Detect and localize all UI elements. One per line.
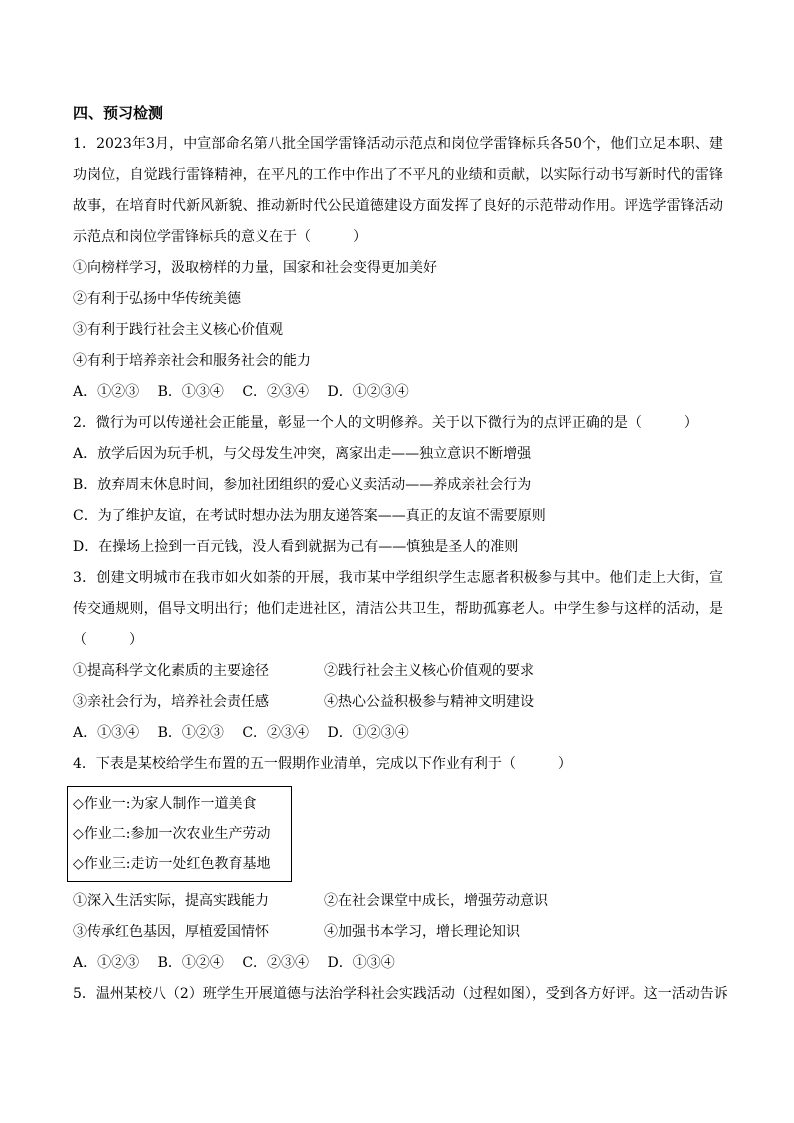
statement-item: ②践行社会主义核心价值观的要求 [324, 663, 534, 679]
question-stem: 4．下表是某校给学生布置的五一假期作业清单，完成以下作业有利于（ ） [73, 756, 572, 772]
option-c: C．②③④ [242, 384, 310, 400]
question-stem: 5．温州某校八（2）班学生开展道德与法治学科社会实践活动（过程如图），受到各方好评。这一活动告诉 [73, 986, 728, 1002]
statement-item: ③有利于践行社会主义核心价值观 [73, 322, 283, 338]
statement-item: ①向榜样学习，汲取榜样的力量，国家和社会变得更加美好 [73, 260, 437, 276]
option-a: A．①③④ [73, 725, 140, 741]
statement-item: ③传承红色基因，厚植爱国情怀 [73, 924, 269, 940]
homework-item: ◇作业一:为家人制作一道美食 [73, 796, 257, 812]
question-stem: 2．微行为可以传递社会正能量，彰显一个人的文明修养。关于以下微行为的点评正确的是（ ） [73, 415, 698, 431]
statement-item: ①深入生活实际，提高实践能力 [73, 893, 269, 909]
statement-item: ②在社会课堂中成长，增强劳动意识 [324, 893, 548, 909]
statement-item: ③亲社会行为，培养社会责任感 [73, 694, 269, 710]
option-b: B．①②④ [157, 955, 224, 971]
option-b: B．①②③ [157, 725, 224, 741]
question-2 [73, 408, 723, 563]
option-d: D．①②③④ [327, 725, 409, 741]
statement-item: ④热心公益积极参与精神文明建设 [324, 694, 534, 710]
option-d: D．①③④ [327, 955, 395, 971]
question-5 [73, 979, 728, 1010]
question-1 [73, 129, 723, 408]
statement-row [73, 886, 723, 917]
question-stem: 1．2023年3月，中宣部命名第八批全国学雷锋活动示范点和岗位学雷锋标兵各50个，他们立足本职、建功岗位，自觉践行雷锋精神，在平凡的工作中作出了不平凡的业绩和贡献，以实际行动书写新时代的雷锋故事，在培育时代新风新貌、推动新时代公民道德建设方面发挥了良好的示范带动作用。评选学雷锋活动示范点和岗位学雷锋标兵的意义在于（ ） [73, 136, 723, 245]
answer-options [73, 377, 723, 408]
statement-item: ②有利于弘扬中华传统美德 [73, 291, 241, 307]
statement-item: ④加强书本学习，增长理论知识 [324, 924, 520, 940]
statement-row [73, 656, 723, 687]
question-4 [73, 749, 723, 979]
option-a: A．①②③ [73, 384, 140, 400]
answer-options [73, 718, 723, 749]
question-stem: 3．创建文明城市在我市如火如荼的开展，我市某中学组织学生志愿者积极参与其中。他们走上大街，宣传交通规则，倡导文明出行；他们走进社区，清洁公共卫生，帮助孤寡老人。中学生参与这样的活动，是（ ） [73, 570, 723, 648]
section-title: 四、预习检测 [73, 104, 164, 122]
option-a: A．放学后因为玩手机，与父母发生冲突，离家出走——独立意识不断增强 [73, 446, 532, 462]
option-d: D．①②③④ [327, 384, 409, 400]
option-c: C．②③④ [242, 955, 310, 971]
option-b: B．放弃周末休息时间，参加社团组织的爱心义卖活动——养成亲社会行为 [73, 477, 532, 493]
answer-options [73, 948, 723, 979]
statement-row [73, 917, 723, 948]
homework-list-box [67, 786, 292, 882]
statement-row [73, 687, 723, 718]
statement-item: ④有利于培养亲社会和服务社会的能力 [73, 353, 311, 369]
homework-item: ◇作业三:走访一处红色教育基地 [73, 856, 271, 872]
content [73, 98, 728, 1010]
option-d: D．在操场上捡到一百元钱，没人看到就据为己有——慎独是圣人的准则 [73, 539, 519, 555]
statement-item: ①提高科学文化素质的主要途径 [73, 663, 269, 679]
option-b: B．①③④ [157, 384, 224, 400]
homework-item: ◇作业二:参加一次农业生产劳动 [73, 826, 271, 842]
option-c: C．②③④ [242, 725, 310, 741]
option-c: C．为了维护友谊，在考试时想办法为朋友递答案——真正的友谊不需要原则 [73, 508, 546, 524]
option-a: A．①②③ [73, 955, 140, 971]
question-3 [73, 563, 723, 749]
